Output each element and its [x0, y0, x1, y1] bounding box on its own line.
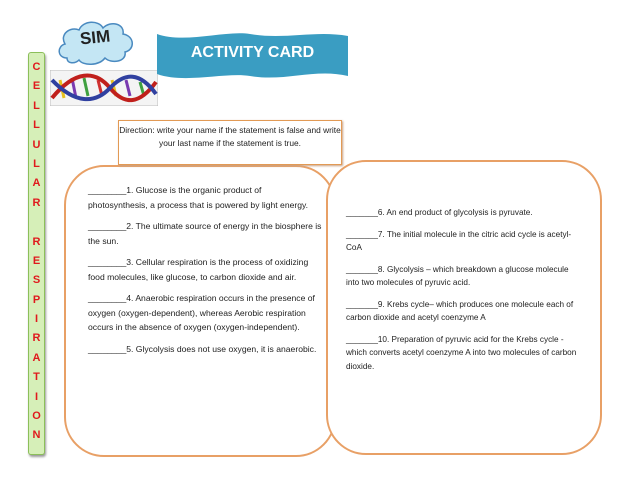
side-letter: R [32, 196, 41, 209]
statement-10: _______10. Preparation of pyruvic acid for the Krebs cycle - which converts acetyl coenzyme A into two molecules of carbon dioxide. [346, 334, 577, 371]
side-letter: C [32, 61, 41, 73]
side-letter: S [32, 274, 41, 287]
statement-7: _______7. The initial molecule in the citric acid cycle is acetyl-CoA [346, 229, 572, 252]
direction-box: Direction: write your name if the statement is false and write your last name if the statement is true. [118, 120, 342, 165]
statement-2: ________2. The ultimate source of energy in the biosphere is the sun. [88, 221, 322, 246]
statement-3: ________3. Cellular respiration is the process of oxidizing food molecules, like glucose, to carbon dioxide and air. [88, 257, 309, 282]
side-letter: U [32, 138, 41, 151]
side-letter: L [33, 99, 40, 112]
side-title-cellular-respiration [28, 52, 45, 455]
side-letter: A [32, 351, 41, 364]
side-letter: T [33, 371, 40, 384]
side-letter: P [32, 293, 41, 306]
side-letter: R [32, 332, 41, 345]
statement-9: _______9. Krebs cycle– which produces one molecule each of carbon dioxide and acetyl coenzyme A [346, 299, 574, 322]
statement-6: _______6. An end product of glycolysis is pyruvate. [346, 208, 533, 217]
statement-1: ________1. Glucose is the organic product of photosynthesis, a process that is powered by light energy. [88, 185, 309, 210]
cloud-label: SIM [79, 26, 112, 49]
left-statements-card [64, 165, 336, 457]
statement-8: _______8. Glycolysis – which breakdown a glucose molecule into two molecules of pyruvic acid. [346, 264, 569, 287]
right-statements-card [326, 160, 602, 455]
banner-title: ACTIVITY CARD [190, 44, 315, 61]
statement-5: ________5. Glycolysis does not use oxygen, it is anaerobic. [88, 343, 317, 354]
side-letter: R [32, 235, 41, 248]
side-letter: I [34, 313, 39, 326]
dna-helix-icon [50, 70, 158, 106]
side-letter: N [32, 429, 41, 442]
side-letter: L [33, 157, 40, 170]
side-letter: L [33, 119, 40, 132]
side-letter: O [32, 410, 41, 423]
side-letter: E [32, 80, 41, 93]
side-letter: I [34, 390, 39, 403]
side-letter: A [32, 177, 41, 190]
side-letter: E [32, 254, 41, 267]
statement-4: ________4. Anaerobic respiration occurs in the presence of oxygen (oxygen-dependent), whereas Aerobic respiration occurs in the absence of oxygen (oxygen-independent). [88, 293, 315, 332]
